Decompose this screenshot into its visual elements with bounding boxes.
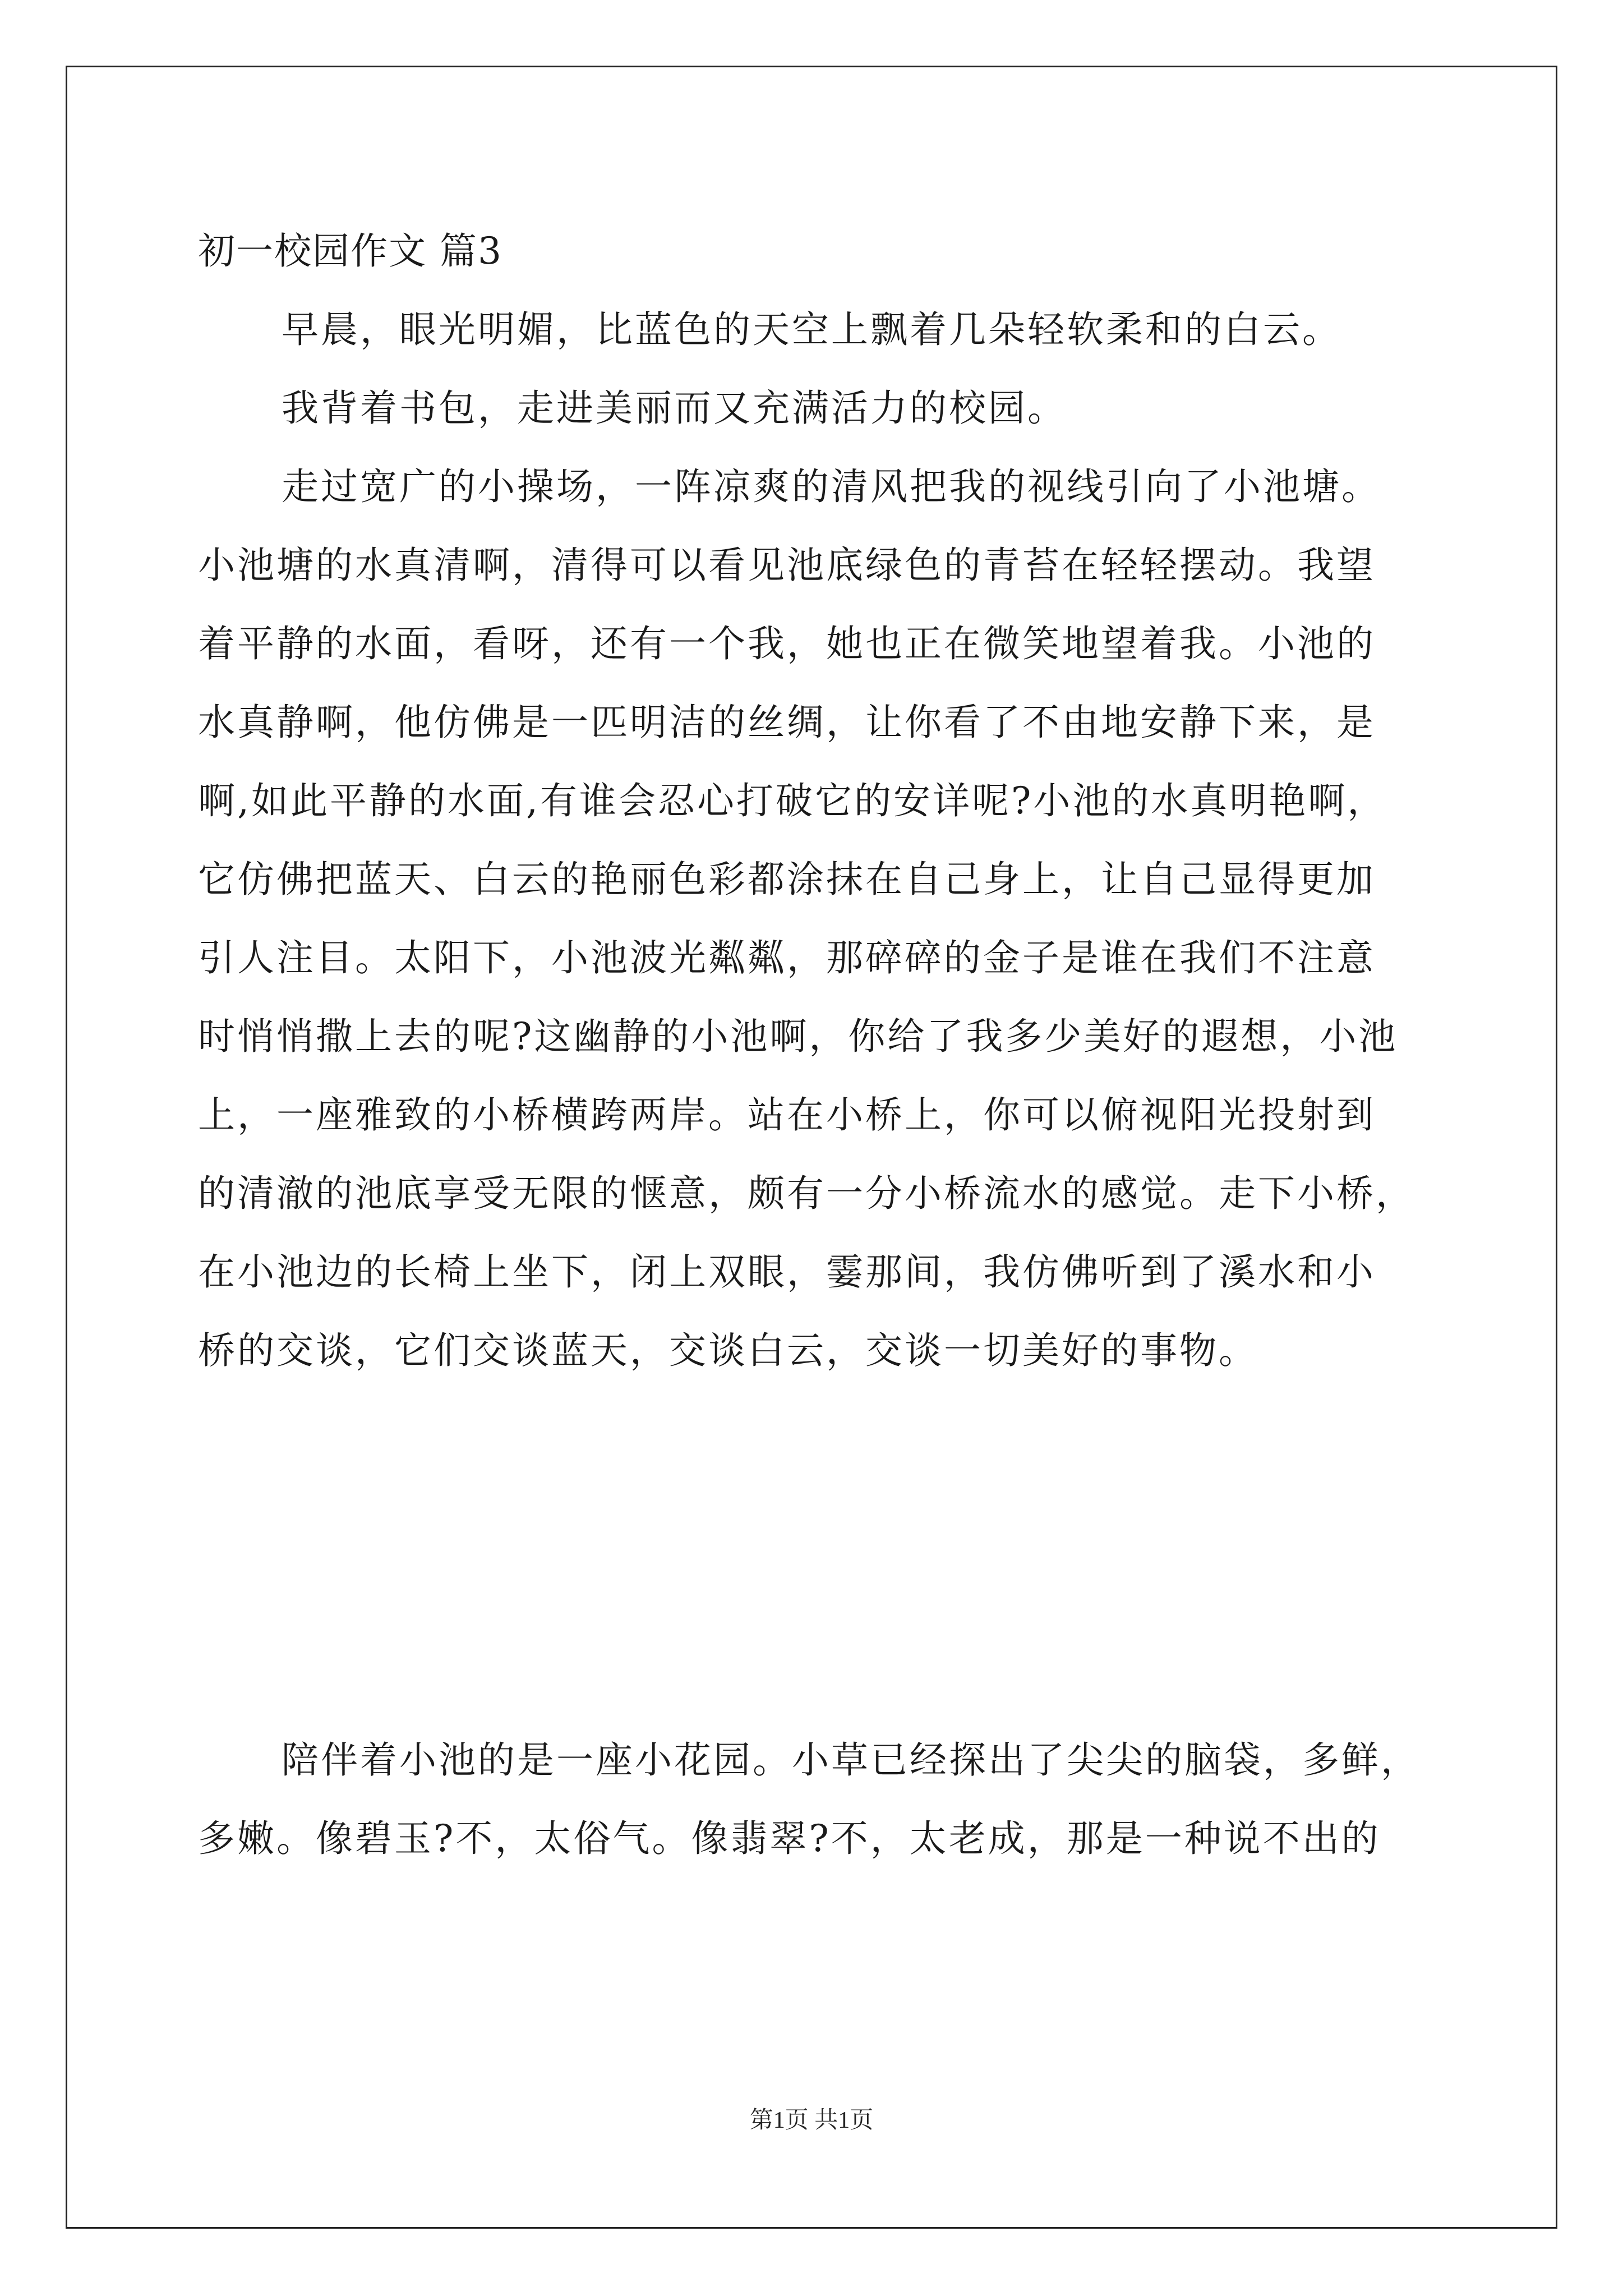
paragraph-line: 着平静的水面，看呀，还有一个我，她也正在微笑地望着我。小池的: [198, 622, 1376, 665]
paragraph-line: 我背着书包，走进美丽而又充满活力的校园。: [282, 386, 1067, 430]
page-number: 第1页 共1页: [749, 2108, 874, 2133]
paragraph-line: 水真静啊，他仿佛是一匹明洁的丝绸，让你看了不由地安静下来，是: [198, 701, 1376, 744]
paragraph-line: 陪伴着小池的是一座小花园。小草已经探出了尖尖的脑袋，多鲜，: [282, 1738, 1420, 1782]
paragraph-line: 早晨，眼光明媚，比蓝色的天空上飘着几朵轻软柔和的白云。: [282, 308, 1341, 351]
paragraph-line: 时悄悄撒上去的呢?这幽静的小池啊，你给了我多少美好的遐想，小池: [198, 1015, 1398, 1058]
paragraph-line: 啊,如此平静的水面,有谁会忍心打破它的安详呢?小池的水真明艳啊，: [198, 779, 1387, 822]
document-title: 初一校园作文 篇3: [198, 229, 502, 273]
paragraph-line: 引人注目。太阳下，小池波光粼粼，那碎碎的金子是谁在我们不注意: [198, 936, 1376, 979]
paragraph-line: 在小池边的长椅上坐下，闭上双眼，霎那间，我仿佛听到了溪水和小: [198, 1250, 1376, 1294]
paragraph-line: 桥的交谈，它们交谈蓝天，交谈白云，交谈一切美好的事物。: [198, 1329, 1258, 1372]
paragraph-line: 的清澈的池底享受无限的惬意，颇有一分小桥流水的感觉。走下小桥，: [198, 1172, 1415, 1215]
paragraph-line: 走过宽广的小操场，一阵凉爽的清风把我的视线引向了小池塘。: [282, 465, 1381, 508]
paragraph-line: 小池塘的水真清啊，清得可以看见池底绿色的青苔在轻轻摆动。我望: [198, 544, 1376, 587]
paragraph-line: 上，一座雅致的小桥横跨两岸。站在小桥上，你可以俯视阳光投射到: [198, 1093, 1376, 1137]
paragraph-line: 多嫩。像碧玉?不，太俗气。像翡翠?不，太老成，那是一种说不出的: [198, 1817, 1381, 1860]
paragraph-line: 它仿佛把蓝天、白云的艳丽色彩都涂抹在自己身上，让自己显得更加: [198, 858, 1376, 901]
